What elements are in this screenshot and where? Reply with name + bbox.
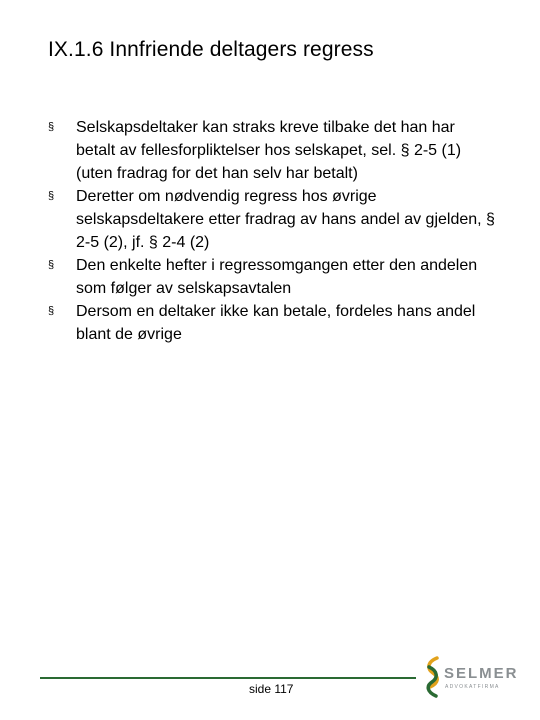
bullet-text: Den enkelte hefter i regressomgangen etter den andelen som følger av selskapsavtalen xyxy=(76,257,478,297)
bullet-marker: § xyxy=(48,305,55,317)
bullet-text: Deretter om nødvendig regress hos øvrige selskapsdeltakere etter fradrag av hans andel av gjelden, § 2-5 (2), jf. § 2-4 (2) xyxy=(76,188,495,251)
bullet-marker: § xyxy=(48,190,55,202)
bullet-item xyxy=(48,300,498,346)
selmer-logo xyxy=(424,656,519,706)
bullet-text: Selskapsdeltaker kan straks kreve tilbake det han har betalt av fellesforpliktelser hos selskapet, sel. § 2-5 (1) (uten fradrag for det han selv har betalt) xyxy=(76,119,462,182)
bullet-item xyxy=(48,116,498,185)
logo-mark-icon xyxy=(424,656,442,698)
bullet-marker: § xyxy=(48,259,55,271)
bullet-item xyxy=(48,185,498,254)
logo-subtitle: ADVOKATFIRMA xyxy=(445,684,500,690)
page-number: side 117 xyxy=(249,682,294,696)
bullet-item xyxy=(48,254,498,300)
slide-title: IX.1.6 Innfriende deltagers regress xyxy=(48,38,374,61)
bullet-marker: § xyxy=(48,121,55,133)
bullet-text: Dersom en deltaker ikke kan betale, fordeles hans andel blant de øvrige xyxy=(76,303,476,343)
footer-divider xyxy=(40,677,416,679)
bullet-list xyxy=(48,116,498,346)
logo-name: SELMER xyxy=(444,665,519,682)
